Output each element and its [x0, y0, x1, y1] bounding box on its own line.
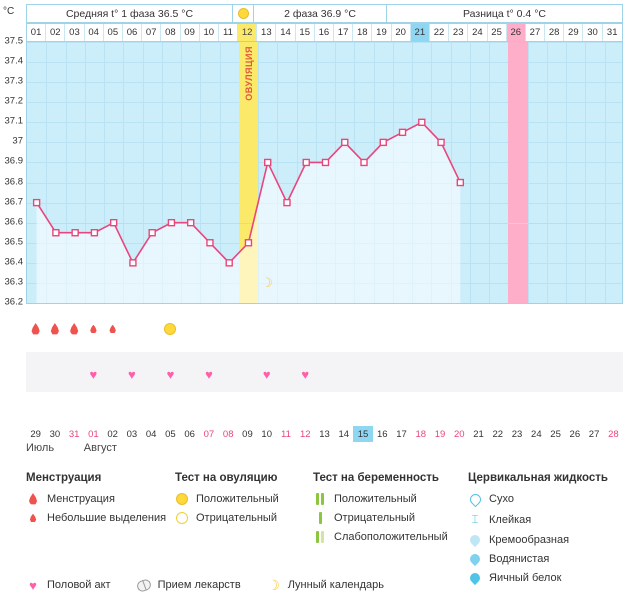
heart-icon: ♥	[262, 366, 271, 382]
day-cell[interactable]: 19	[372, 24, 391, 41]
day-cell[interactable]: 31	[606, 27, 618, 38]
temperature-series	[27, 24, 623, 304]
day-cell[interactable]: 27	[526, 24, 545, 41]
day-cell[interactable]: 10	[200, 24, 219, 41]
legend-item-sticky	[468, 512, 626, 527]
series-point[interactable]	[265, 159, 271, 165]
date-cell[interactable]: 10	[261, 428, 272, 440]
ovulation-dot-icon	[238, 8, 249, 19]
bbt-chart[interactable]	[26, 23, 623, 304]
y-axis-tick-label: 36.2	[4, 296, 23, 308]
legend-bottom-row	[26, 578, 384, 592]
legend-item-label: Лунный календарь	[287, 579, 384, 591]
y-axis-tick-label: 37.3	[4, 75, 23, 87]
day-cell[interactable]: 16	[315, 24, 334, 41]
ovulation-test-marker[interactable]	[161, 320, 180, 338]
heart-icon: ♥	[128, 366, 136, 382]
intercourse-marker[interactable]	[122, 365, 141, 383]
day-cell[interactable]: 18	[353, 24, 372, 41]
legend-item-label: Клейкая	[489, 513, 532, 526]
y-axis-tick-label: 36.9	[4, 155, 23, 167]
date-cell[interactable]: 08	[222, 428, 234, 440]
day-cell[interactable]: 04	[85, 24, 104, 41]
legend-item-eggwhite	[468, 572, 626, 584]
series-point[interactable]	[438, 139, 444, 145]
y-axis-tick-label: 37	[12, 135, 23, 147]
intercourse-marker[interactable]	[199, 365, 218, 383]
legend-item-intercourse	[26, 579, 111, 592]
legend-item-label: Кремообразная	[489, 534, 570, 546]
day-cell[interactable]: 17	[334, 24, 353, 41]
date-cell[interactable]: 14	[338, 428, 350, 440]
legend-item-pregtest-negative	[313, 512, 473, 524]
day-cell[interactable]: 24	[468, 24, 487, 41]
legend-item-label: Положительный	[334, 493, 417, 505]
y-axis-tick-label: 36.5	[4, 236, 23, 248]
one-green-bar-icon	[313, 512, 327, 524]
ovulation-test-row[interactable]	[26, 320, 623, 340]
series-point[interactable]	[284, 200, 290, 206]
day-cell[interactable]: 09	[181, 24, 200, 41]
series-point[interactable]	[419, 119, 425, 125]
series-point[interactable]	[207, 240, 213, 246]
day-cell[interactable]: 29	[564, 24, 583, 41]
day-cell[interactable]: 01	[27, 24, 46, 41]
legend-item-creamy	[468, 534, 626, 546]
date-cell[interactable]: 06	[184, 428, 195, 440]
series-point[interactable]	[188, 220, 194, 226]
legend-item-ovtest-negative	[175, 512, 310, 524]
date-strip[interactable]	[26, 426, 623, 442]
date-cell[interactable]: 30	[49, 428, 61, 440]
legend-item-menstruation	[26, 493, 171, 505]
legend-item-label: Менструация	[47, 493, 115, 505]
series-point[interactable]	[303, 159, 309, 165]
day-cell[interactable]: 05	[104, 24, 123, 41]
heart-icon: ♥	[301, 366, 310, 382]
date-cell[interactable]: 07	[203, 428, 215, 440]
series-point[interactable]	[245, 240, 251, 246]
y-axis-tick-label: 37.1	[4, 115, 23, 127]
date-cell[interactable]: 22	[492, 428, 504, 440]
y-axis	[0, 23, 26, 308]
legend-item-lunar-calendar	[267, 578, 384, 592]
day-cell[interactable]: 07	[142, 24, 161, 41]
day-cell[interactable]: 20	[392, 24, 411, 41]
sticky-fluid-icon: ⌶	[471, 512, 479, 526]
legend-item-label: Отрицательный	[334, 512, 415, 524]
series-point[interactable]	[91, 230, 97, 236]
ovulation-band-label: ОВУЛЯЦИЯ	[243, 46, 254, 101]
legend-menstruation-title: Менструация	[26, 472, 102, 484]
small-blood-drop-icon	[26, 514, 40, 523]
legend-item-dry	[468, 493, 626, 505]
heart-icon: ♥	[89, 366, 98, 382]
legend-pregnancy-test	[313, 472, 473, 550]
date-cell[interactable]: 16	[376, 428, 388, 440]
watery-fluid-icon	[468, 554, 482, 564]
legend-item-medication	[137, 579, 241, 591]
legend-ovulation-test	[175, 472, 310, 531]
day-cell[interactable]: 26	[507, 24, 526, 41]
intercourse-marker[interactable]	[296, 365, 315, 383]
creamy-fluid-icon	[468, 535, 482, 545]
date-cell[interactable]: 25	[550, 428, 561, 440]
date-cell[interactable]: 03	[126, 428, 138, 440]
legend-item-ovtest-positive	[175, 493, 310, 505]
yellow-filled-circle-icon	[175, 493, 189, 505]
legend-item-spotting	[26, 512, 171, 524]
legend-item-watery	[468, 553, 626, 565]
phase1-average: Средняя t° 1 фаза 36.5 °C	[27, 5, 233, 22]
date-cell[interactable]: 21	[473, 428, 484, 440]
series-point[interactable]	[168, 220, 174, 226]
lunar-calendar-icon: ☽	[261, 275, 273, 290]
blood-drop-icon	[26, 493, 40, 505]
legend-item-label: Яичный белок	[489, 572, 562, 584]
date-cell[interactable]: 29	[30, 428, 41, 440]
series-point[interactable]	[380, 139, 386, 145]
yellow-outline-circle-icon	[175, 512, 189, 524]
date-cell[interactable]: 17	[396, 428, 407, 440]
date-cell[interactable]: 18	[415, 428, 427, 440]
date-cell[interactable]: 28	[608, 428, 619, 440]
two-green-bars-icon	[313, 493, 327, 505]
pill-icon	[137, 580, 151, 591]
series-point[interactable]	[457, 180, 463, 186]
gridline-horizontal	[27, 303, 622, 304]
legend-ovulation-test-title: Тест на овуляцию	[175, 472, 278, 484]
date-cell[interactable]: 05	[165, 428, 176, 440]
y-axis-tick-label: 36.8	[4, 176, 23, 188]
intercourse-row[interactable]	[26, 365, 623, 385]
heart-icon: ♥	[166, 366, 175, 382]
legend-item-label: Половой акт	[47, 579, 111, 591]
legend-item-label: Небольшие выделения	[47, 512, 167, 524]
day-cell[interactable]: 28	[545, 24, 564, 41]
green-and-pale-bar-icon	[313, 531, 327, 543]
legend-cervical-fluid	[468, 472, 626, 591]
month-label-august: Август	[83, 442, 117, 454]
y-axis-tick-label: 36.7	[4, 196, 23, 208]
day-cell[interactable]: 12	[238, 24, 257, 41]
day-cell[interactable]: 15	[296, 24, 315, 41]
day-cell[interactable]: 11	[219, 24, 238, 41]
y-axis-tick-label: 37.4	[4, 55, 23, 67]
legend-cervical-fluid-title: Цервикальная жидкость	[468, 472, 608, 484]
date-cell[interactable]: 02	[107, 428, 118, 440]
heart-icon: ♥	[205, 366, 213, 382]
series-point[interactable]	[34, 200, 40, 206]
phase-summary-bar	[26, 4, 623, 23]
date-cell[interactable]: 27	[588, 428, 600, 440]
day-cell[interactable]: 03	[65, 24, 84, 41]
y-axis-tick-label: 36.4	[4, 256, 23, 268]
y-axis-tick-label: 36.3	[4, 276, 23, 288]
temperature-difference: Разница t° 0.4 °C	[463, 7, 546, 20]
date-cell[interactable]: 15	[353, 426, 372, 442]
legend-menstruation	[26, 472, 171, 531]
legend-item-label: Слабоположительный	[334, 531, 448, 543]
date-cell[interactable]: 20	[454, 428, 465, 440]
date-cell[interactable]: 01	[88, 428, 99, 440]
date-cell[interactable]: 26	[569, 428, 581, 440]
eggwhite-fluid-icon	[468, 573, 482, 583]
ovulation-marker-cell	[233, 5, 254, 22]
intercourse-marker[interactable]	[161, 365, 180, 383]
legend-pregnancy-test-title: Тест на беременность	[313, 472, 439, 484]
series-point[interactable]	[226, 260, 232, 266]
day-cell[interactable]: 02	[46, 24, 65, 41]
month-label-july: Июль	[26, 442, 55, 454]
series-point[interactable]	[361, 159, 367, 165]
date-cell[interactable]: 12	[299, 428, 311, 440]
day-cell[interactable]: 23	[449, 24, 468, 41]
day-cell[interactable]: 08	[161, 24, 180, 41]
date-cell[interactable]: 24	[531, 428, 542, 440]
legend-item-label: Водянистая	[489, 553, 550, 565]
day-cell[interactable]: 30	[583, 24, 602, 41]
date-cell[interactable]: 09	[242, 428, 253, 440]
dry-drop-outline-icon	[468, 494, 482, 505]
axis-unit-label: °C	[3, 6, 15, 17]
series-point[interactable]	[149, 230, 155, 236]
yellow-filled-circle-icon	[164, 323, 176, 335]
legend-item-label: Положительный	[196, 493, 279, 505]
day-cell[interactable]: 13	[257, 24, 276, 41]
phase2-average: 2 фаза 36.9 °C	[254, 5, 387, 22]
date-cell[interactable]: 13	[319, 428, 330, 440]
date-cell[interactable]: 23	[511, 428, 523, 440]
series-point[interactable]	[72, 230, 78, 236]
series-point[interactable]	[53, 230, 59, 236]
legend-item-label: Прием лекарств	[157, 579, 241, 591]
intercourse-marker[interactable]	[257, 365, 276, 383]
date-cell[interactable]: 19	[434, 428, 446, 440]
day-cell[interactable]: 06	[123, 24, 142, 41]
date-cell[interactable]: 31	[68, 428, 80, 440]
heart-icon: ♥	[29, 577, 37, 593]
date-cell[interactable]: 11	[281, 428, 291, 440]
legend-item-label: Сухо	[489, 493, 514, 505]
date-cell[interactable]: 04	[145, 428, 157, 440]
intercourse-marker[interactable]	[84, 365, 103, 383]
day-cell[interactable]: 14	[276, 24, 295, 41]
day-cell[interactable]: 22	[430, 24, 449, 41]
day-cell[interactable]: 21	[411, 24, 430, 41]
day-cell[interactable]: 25	[488, 24, 507, 41]
y-axis-tick-label: 36.6	[4, 216, 23, 228]
series-point[interactable]	[342, 139, 348, 145]
series-point[interactable]	[323, 159, 329, 165]
series-point[interactable]	[111, 220, 117, 226]
series-point[interactable]	[130, 260, 136, 266]
series-area-fill	[37, 122, 461, 304]
moon-icon: ☽	[267, 577, 280, 593]
y-axis-tick-label: 37.5	[4, 35, 23, 47]
series-point[interactable]	[400, 129, 406, 135]
legend-item-pregtest-weak	[313, 531, 473, 543]
legend-item-label: Отрицательный	[196, 512, 277, 524]
y-axis-tick-label: 37.2	[4, 95, 23, 107]
legend-item-pregtest-positive	[313, 493, 473, 505]
